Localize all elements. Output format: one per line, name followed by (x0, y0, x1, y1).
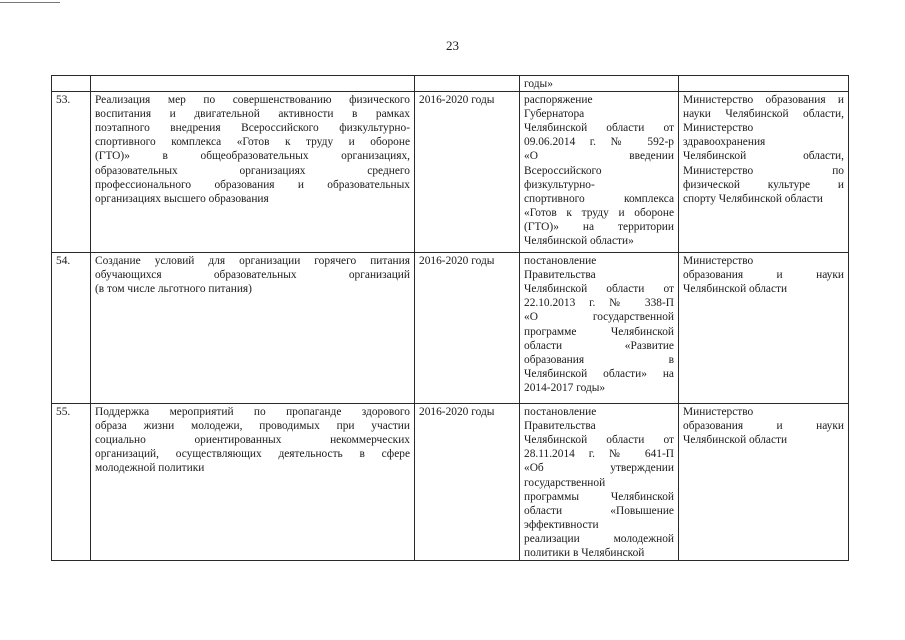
executor-line: физической культуре и (683, 178, 844, 191)
measure-line: обучающихся образовательных организаций (95, 269, 410, 282)
executor-line: образования и науки (683, 269, 844, 282)
document-line: «Готов к труду и обороне (524, 206, 674, 219)
executor-line: Челябинской области (683, 283, 788, 296)
document-line: спортивного комплекса (524, 192, 674, 205)
measure-line: организациях высшего образования (95, 192, 269, 205)
row-number-cell: 53. (52, 92, 91, 253)
measure-line: поэтапного внедрения Всероссийского физкультурно- (95, 122, 410, 135)
measure-line: воспитания и двигательной активности в рамках (95, 108, 410, 121)
measure-line: спортивного комплекса «Готов к труду и обороне (95, 136, 410, 149)
document-line: физкультурно- (524, 178, 595, 191)
executor-line: науки Челябинской области, (683, 108, 844, 121)
executor-line: Министерство по (683, 164, 844, 177)
document-line: «О введении (524, 150, 674, 163)
page-number: 23 (446, 38, 459, 53)
measure-line: молодежной политики (95, 462, 205, 475)
executor-line: спорту Челябинской области (683, 192, 823, 205)
table-row (52, 404, 849, 561)
document-line: области «Развитие (524, 339, 674, 352)
executor-line: Министерство образования и (683, 94, 844, 107)
document-line: распоряжение (524, 94, 593, 107)
executor-line: Челябинской области, (683, 150, 844, 163)
top-rule (0, 2, 60, 3)
executor-line: Министерство (683, 406, 754, 419)
document-line: политики в Челябинской (524, 547, 645, 560)
document-line: области «Повышение (524, 504, 674, 517)
document-line: 28.11.2014 г. № 641-П (524, 448, 674, 461)
measure-line: Создание условий для организации горячего питания (95, 255, 410, 268)
executor-cell (679, 253, 849, 404)
document-cell (520, 76, 679, 92)
document-line: Губернатора (524, 108, 585, 121)
row-number-cell (52, 76, 91, 92)
measure-cell (91, 404, 415, 561)
document-line: Челябинской области» (524, 235, 634, 248)
document-line: государственной (524, 476, 606, 489)
document-line: программы Челябинской (524, 490, 674, 503)
term-cell: 2016-2020 годы (415, 404, 520, 561)
measure-line: социально ориентированных некоммерческих (95, 434, 410, 447)
document-line: программе Челябинской (524, 325, 674, 338)
document-line: (ГТО)» на территории (524, 220, 674, 233)
document-line: постановление (524, 255, 597, 268)
executor-cell (679, 76, 849, 92)
document-line: постановление (524, 406, 597, 419)
measure-line: образа жизни молодежи, проводимых при участии (95, 420, 410, 433)
document-line: реализации молодежной (524, 532, 674, 545)
document-line: образования в (524, 353, 674, 366)
executor-line: образования и науки (683, 420, 844, 433)
executor-cell (679, 92, 849, 253)
document-line: Челябинской области» на (524, 367, 674, 380)
document-line: «Об утверждении (524, 462, 674, 475)
document-line: 22.10.2013 г. № 338-П (524, 297, 674, 310)
measure-cell (91, 76, 415, 92)
document-line: 2014-2017 годы» (524, 381, 606, 394)
document-line: «О государственной (524, 311, 674, 324)
document-line: Правительства (524, 269, 596, 282)
document-line: Правительства (524, 420, 596, 433)
table-row (52, 92, 849, 253)
document-line: Челябинской области от (524, 283, 674, 296)
executor-line: Челябинской области (683, 434, 788, 447)
term-cell: 2016-2020 годы (415, 92, 520, 253)
continuation-row (52, 76, 849, 92)
measure-line: Реализация мер по совершенствованию физического (95, 94, 410, 107)
executor-line: здравоохранения (683, 136, 766, 149)
measure-line: профессионального образования и образовательных (95, 178, 410, 191)
measure-line: Поддержка мероприятий по пропаганде здорового (95, 406, 410, 419)
document-line: Челябинской области от (524, 122, 674, 135)
document-line: Всероссийского (524, 164, 602, 177)
measure-line: (в том числе льготного питания) (95, 283, 252, 296)
measure-cell (91, 253, 415, 404)
document-cell (520, 92, 679, 253)
document-cell (520, 253, 679, 404)
document-line: Челябинской области от (524, 434, 674, 447)
row-number-cell: 55. (52, 404, 91, 561)
document-line: годы» (524, 78, 553, 90)
row-number-cell: 54. (52, 253, 91, 404)
measure-cell (91, 92, 415, 253)
document-line: эффективности (524, 518, 599, 531)
executor-line: Министерство (683, 255, 754, 268)
measure-line: образовательных организациях среднего (95, 164, 410, 177)
executor-line: Министерство (683, 122, 754, 135)
table-row (52, 253, 849, 404)
term-cell: 2016-2020 годы (415, 253, 520, 404)
measure-line: организаций, осуществляющих деятельность в сфере (95, 448, 410, 461)
measure-line: (ГТО)» в общеобразовательных организациях, (95, 150, 410, 163)
document-line: 09.06.2014 г. № 592-р (524, 136, 674, 149)
executor-cell (679, 404, 849, 561)
document-cell (520, 404, 679, 561)
term-cell (415, 76, 520, 92)
measures-table (51, 75, 849, 561)
